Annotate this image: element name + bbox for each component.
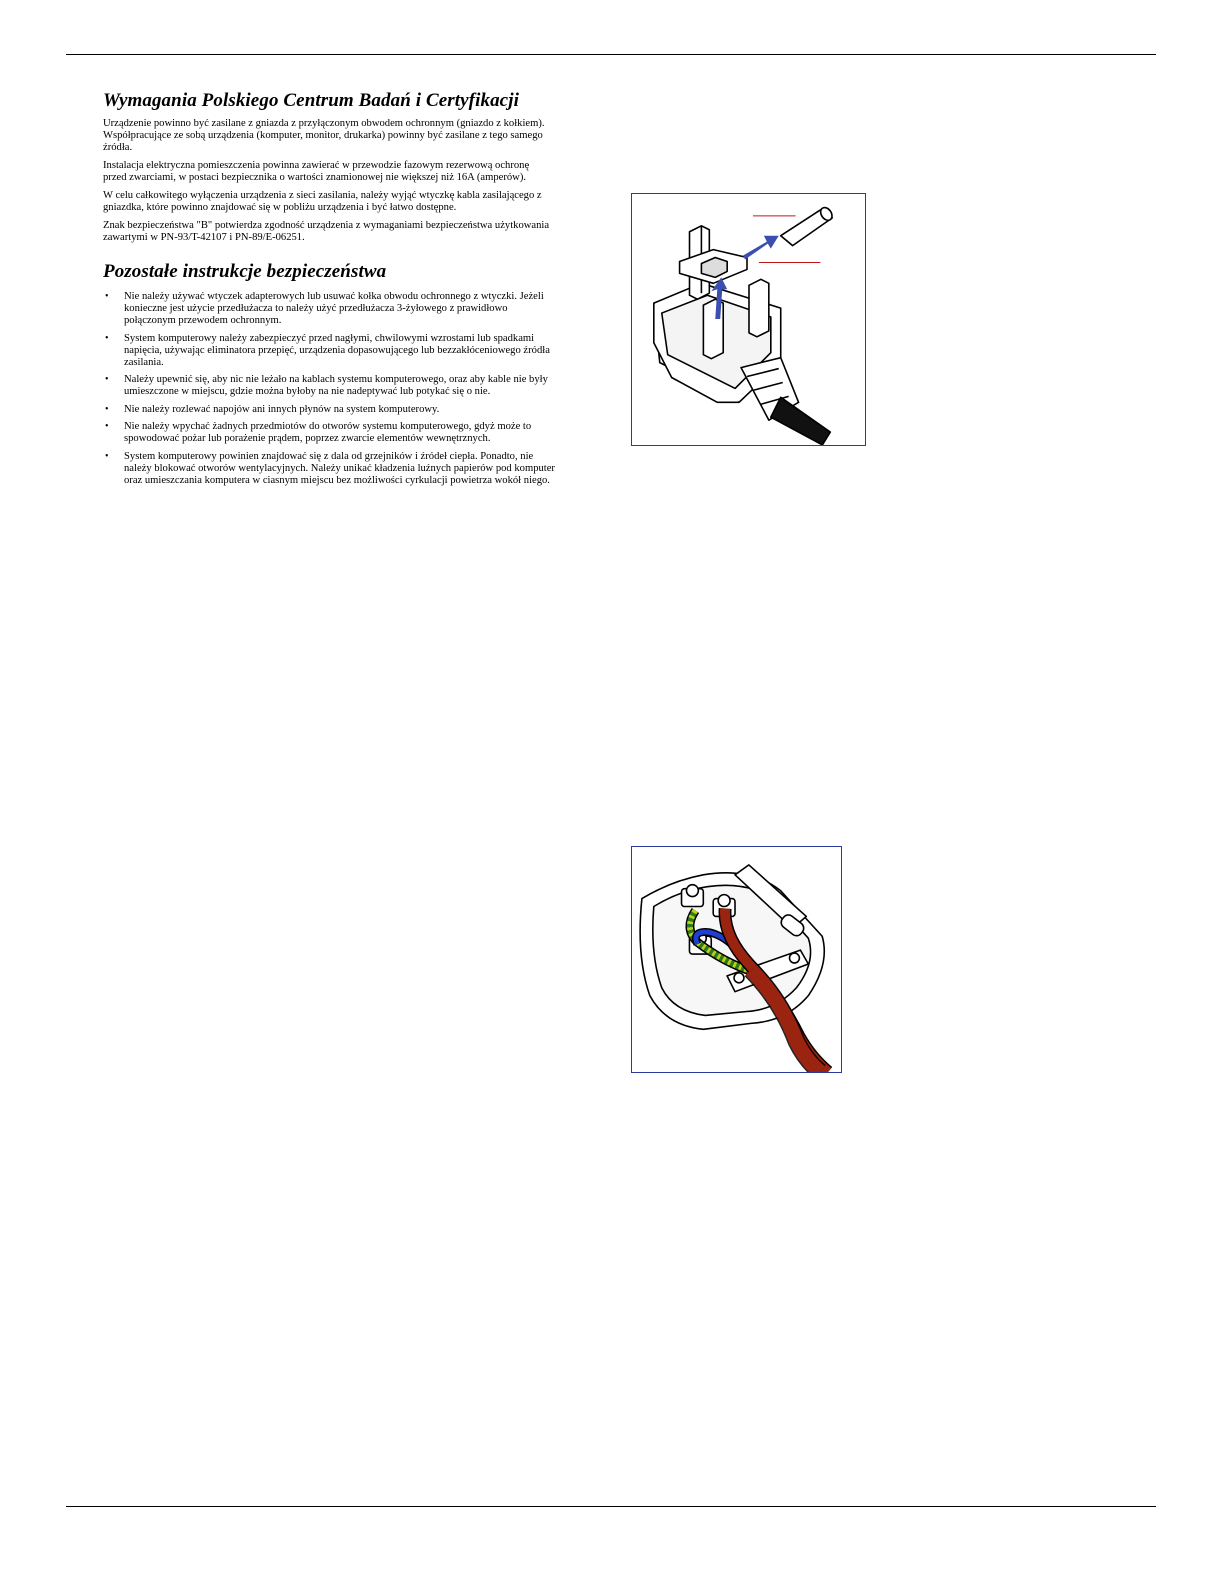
bullet-icon: • [105, 374, 109, 385]
paragraph: W celu całkowitego wyłączenia urządzenia z sieci zasilania, należy wyjąć wtyczkę kabla zasilającego z gniazdka, które powinno znajdować się w pobliżu urządzenia i być łatwo dostępne. [103, 190, 542, 213]
plug-wiring-icon [632, 847, 841, 1072]
bullet-icon: • [105, 291, 109, 302]
section-polish-certification [103, 90, 555, 250]
list-item-text: System komputerowy powinien znajdować się z dala od grzejników i źródeł ciepła. Ponadto, nie należy blokować otworów wentylacyjnych. Należy unikać kładzenia luźnych papierów pod komputer oraz umieszczania komputera w ciasnym miejscu bez możliwości cyrkulacji powietrza wokół niego. [124, 450, 555, 486]
header-rule [66, 54, 1156, 55]
section-title: Wymagania Polskiego Centrum Badań i Certyfikacji [103, 90, 519, 111]
bullet-icon: • [105, 332, 109, 344]
list-item [103, 291, 555, 327]
plug-fuse-figure [631, 193, 866, 446]
list-item-text: Nie należy używać wtyczek adapterowych lub usuwać kołka obwodu ochronnego z wtyczki. Jeżeli konieczne jest użycie przedłużacza to należy użyć przedłużacza 3-żyłowego z prawidłowo połączonym przewodem ochronnym. [124, 291, 544, 326]
paragraph: Urządzenie powinno być zasilane z gniazda z przyłączonym obwodem ochronnym (gniazdo z kołkiem). Współpracujące ze sobą urządzenia (komputer, monitor, drukarka) powinny być zasilane z tego samego źródła. [103, 118, 545, 153]
list-item [103, 451, 555, 487]
list-item [103, 421, 555, 445]
bullet-icon: • [105, 450, 109, 462]
footer-rule [66, 1506, 1156, 1507]
list-item-text: Nie należy rozlewać napojów ani innych płynów na system komputerowy. [124, 403, 440, 415]
paragraph: Instalacja elektryczna pomieszczenia powinna zawierać w przewodzie fazowym rezerwową ochronę przed zwarciami, w postaci bezpiecznika o wartości znamionowej nie większej niż 16A (amperów). [103, 160, 530, 183]
paragraph: Znak bezpieczeństwa "B" potwierdza zgodność urządzenia z wymaganiami bezpieczeństwa użytkowania zawartymi w PN-93/T-42107 i PN-89/E-06251. [103, 220, 550, 243]
safety-list [103, 291, 555, 487]
bullet-icon: • [105, 403, 109, 415]
list-item [103, 333, 555, 369]
list-item [103, 404, 555, 416]
list-item-text: Należy upewnić się, aby nic nie leżało na kablach systemu komputerowego, oraz aby kable nie były umieszczone w miejscu, gdzie można byłoby na nie nadeptywać lub potykać się o nie. [124, 374, 548, 397]
list-item [103, 374, 555, 398]
section-title: Pozostałe instrukcje bezpieczeństwa [103, 261, 387, 282]
plug-wiring-figure [631, 846, 842, 1073]
list-item-text: Nie należy wpychać żadnych przedmiotów do otworów systemu komputerowego, gdyż może to spowodować pożar lub porażenie prądem, poprzez zwarcie elementów wewnętrznych. [124, 421, 532, 444]
list-item-text: System komputerowy należy zabezpieczyć przed nagłymi, chwilowymi wzrostami lub spadkami napięcia, używając eliminatora przepięć, urządzenia dopasowującego lub bezzakłóceniowego źródła zasilania. [124, 332, 550, 368]
plug-fuse-icon [632, 194, 865, 445]
section-other-safety [103, 261, 555, 492]
bullet-icon: • [105, 421, 109, 432]
